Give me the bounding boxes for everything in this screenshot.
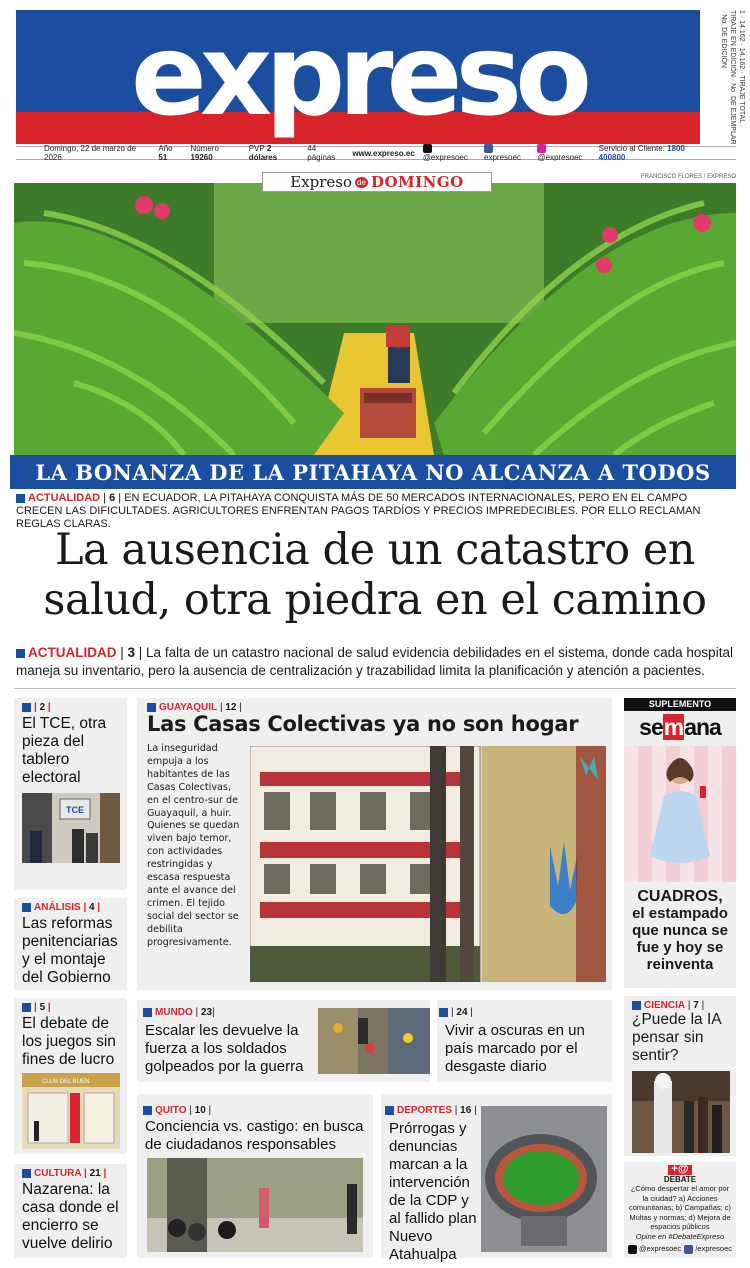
debate-box[interactable]: [624, 1162, 736, 1258]
section-square-icon: [16, 494, 25, 503]
story-tag: CULTURA | 21 |: [22, 1168, 119, 1179]
story-escalar[interactable]: [137, 1000, 430, 1082]
story-ciencia[interactable]: [624, 996, 736, 1156]
story-headline: Escalar les devuelve la fuerza a los soldados golpeados por la guerra: [145, 1022, 304, 1075]
tce-sign-text: TCE: [66, 805, 84, 815]
supplement-headline: CUADROS, el estampado que nunca se fue y hoy se reinventa: [632, 888, 728, 973]
story-casas-colectivas[interactable]: [137, 698, 612, 990]
debate-facebook-link[interactable]: /expresoec: [684, 1244, 732, 1254]
edition-date: Domingo, 22 de marzo de 2026: [44, 144, 137, 162]
section-label-de: de: [357, 177, 366, 187]
facebook-icon: [684, 1245, 693, 1254]
edition-year: Año 51: [158, 144, 173, 162]
story-tag: ANÁLISIS | 4 |: [22, 902, 119, 913]
customer-service: Servicio al Cliente: 1800 400800: [598, 144, 685, 162]
facebook-link[interactable]: expresoec: [484, 144, 529, 162]
photo-credit: FRANCISCO FLORES / EXPRESO: [640, 174, 736, 180]
story-headline: Prórrogas y denuncias marcan a la intervención de la CDP y al fallido plan Nuevo Atahualpa: [389, 1120, 477, 1263]
x-icon: [423, 144, 432, 153]
semana-logo: semana: [639, 714, 721, 740]
story-reformas[interactable]: [14, 898, 127, 990]
website-link[interactable]: www.expreso.ec: [352, 148, 415, 158]
lead-headline[interactable]: La ausencia de un catastro en salud, otra piedra en el camino: [43, 525, 707, 625]
robot-image: [632, 1071, 730, 1153]
debate-x-link[interactable]: @expresoec: [628, 1244, 681, 1254]
lead-section-tag[interactable]: ACTUALIDAD: [28, 645, 117, 660]
hero-summary: ACTUALIDAD | 6 | EN ECUADOR, LA PITAHAYA CONQUISTA MÁS DE 50 MERCADOS INTERNACIONALES, PERO EN EL CAMPO CRECEN LAS DIFICULTADES. AGRICULTORES ENFRENTAN PAGOS TARDÍOS Y PRECIOS IMPREDECIBLES. POR ELLO RECLAMAN REGLAS CLARAS.: [16, 492, 701, 530]
story-tag: GUAYAQUIL | 12 |: [147, 702, 242, 713]
x-icon: [628, 1245, 637, 1254]
hero-section-tag[interactable]: ACTUALIDAD: [28, 492, 101, 504]
story-headline: El debate de los juegos sin fines de lucro: [22, 1015, 116, 1068]
story-headline: Las reformas penitenciarias y el montaje del Gobierno: [22, 915, 118, 986]
story-headline: Conciencia vs. castigo: en busca de ciudadanos responsables: [145, 1118, 364, 1153]
section-label-expreso-de-domingo: [262, 172, 492, 192]
story-headline: Las Casas Colectivas ya no son hogar: [147, 712, 579, 736]
story-headline: El TCE, otra pieza del tablero electoral: [22, 715, 107, 786]
story-deportes[interactable]: [381, 1094, 612, 1263]
story-headline: ¿Puede la IA pensar sin sentir?: [632, 1011, 721, 1064]
quito-street-image: [147, 1158, 363, 1252]
story-tag: | 24 |: [439, 1007, 473, 1018]
story-tag: QUITO | 10 |: [143, 1105, 211, 1116]
casas-colectivas-photo: [250, 746, 606, 982]
supplement-semana[interactable]: [624, 698, 736, 988]
story-tce[interactable]: [14, 698, 127, 890]
story-tag: CIENCIA | 7 |: [632, 1000, 728, 1011]
story-tag: MUNDO | 23|: [143, 1007, 215, 1018]
debate-title: DEBATE: [663, 1174, 697, 1184]
story-conciencia[interactable]: [137, 1094, 373, 1258]
instagram-icon: [537, 144, 546, 153]
story-summary: La inseguridad empuja a los habitantes de las Casas Colectivas, en el centro-sur de Guayaquil, a huir. Quienes se quedan viven bajo temor, con actividades restringidas y escasa respuesta ante el avance del crimen. El tejido social del sector se debilita progresivamente.: [147, 743, 240, 948]
story-tag: | 5 |: [22, 1002, 119, 1013]
debate-hashtag[interactable]: Opine en #DebateExpreso: [635, 1231, 725, 1241]
lead-page-number: 3: [127, 645, 136, 660]
supplement-bar: SUPLEMENTO: [624, 698, 736, 711]
story-headline: Nazarena: la casa donde el encierro se vuelve delirio: [22, 1181, 119, 1252]
climbing-wall-image: [318, 1008, 430, 1074]
masthead: [16, 10, 700, 144]
x-link[interactable]: @expresoec: [423, 144, 476, 162]
story-tag: DEPORTES | 16 |: [385, 1105, 477, 1116]
instagram-link[interactable]: @expresoec: [537, 144, 590, 162]
debate-question: ¿Cómo despertar el amor por la ciudad? a) Acciones comunitarias; b) Campañas; c) Multas y normas; d) Mejora de espacios públicos: [628, 1184, 732, 1231]
hero-headline-banner[interactable]: LA BONANZA DE LA PITAHAYA NO ALCANZA A TODOS: [10, 455, 736, 489]
story-headline: Vivir a oscuras en un país marcado por el desgaste diario: [445, 1022, 585, 1075]
pitahaya-field-image: [14, 183, 736, 455]
debate-logo: +@: [668, 1165, 691, 1175]
club-sign-text: CLUB DEL BUEN: [42, 1079, 90, 1085]
supplement-photo: [624, 746, 736, 882]
story-oscuras[interactable]: [437, 1000, 612, 1082]
edition-price: PVP 2 dólares: [248, 144, 278, 162]
newspaper-logo[interactable]: expreso: [130, 11, 586, 141]
debate-social: [628, 1244, 732, 1254]
section-label-domingo: DOMINGO: [370, 173, 464, 191]
hero-summary-text: EN ECUADOR, LA PITAHAYA CONQUISTA MÁS DE 50 MERCADOS INTERNACIONALES, PERO EN EL CAMPO CRECEN LAS DIFICULTADES. AGRICULTORES ENFRENTAN PAGOS TARDÍOS Y PRECIOS IMPREDECIBLES. POR ELLO RECLAMAN REGLAS CLARAS.: [16, 492, 701, 530]
story-tag: | 2 |: [22, 702, 119, 713]
facebook-icon: [484, 144, 493, 153]
section-square-icon: [16, 649, 25, 658]
hero-page-number: 6: [109, 492, 116, 504]
divider: [14, 688, 736, 689]
hero-photo[interactable]: [14, 183, 736, 455]
club-building-image: [22, 1073, 120, 1149]
lead-summary-text: La falta de un catastro nacional de salud evidencia debilidades en el sistema, donde cada hospital maneja su inventario, pero la ausencia de centralización y trazabilidad limita la planificación y atención a pacientes.: [16, 645, 733, 678]
stadium-aerial-image: [481, 1106, 607, 1252]
edition-pages: 44 páginas: [307, 144, 336, 162]
section-label-text: Expreso: [290, 173, 353, 191]
lead-summary: ACTUALIDAD | 3 | La falta de un catastro nacional de salud evidencia debilidades en el sistema, donde cada hospital maneja su inventario, pero la ausencia de centralización y trazabilidad limita la planificación y atención a pacientes.: [16, 645, 733, 678]
print-run-info: 1 · 14.162 · 14.162 · TIRAJE TOTAL · TIRAJE EN EDICIÓN · No. DE EJEMPLAR · No. DE EDICIÓN: [720, 10, 745, 145]
story-juegos[interactable]: [14, 998, 127, 1154]
edition-info-bar: [16, 144, 736, 163]
story-nazarena[interactable]: [14, 1164, 127, 1258]
tce-building-image: [22, 793, 120, 863]
edition-number: Número 19260: [190, 144, 219, 162]
